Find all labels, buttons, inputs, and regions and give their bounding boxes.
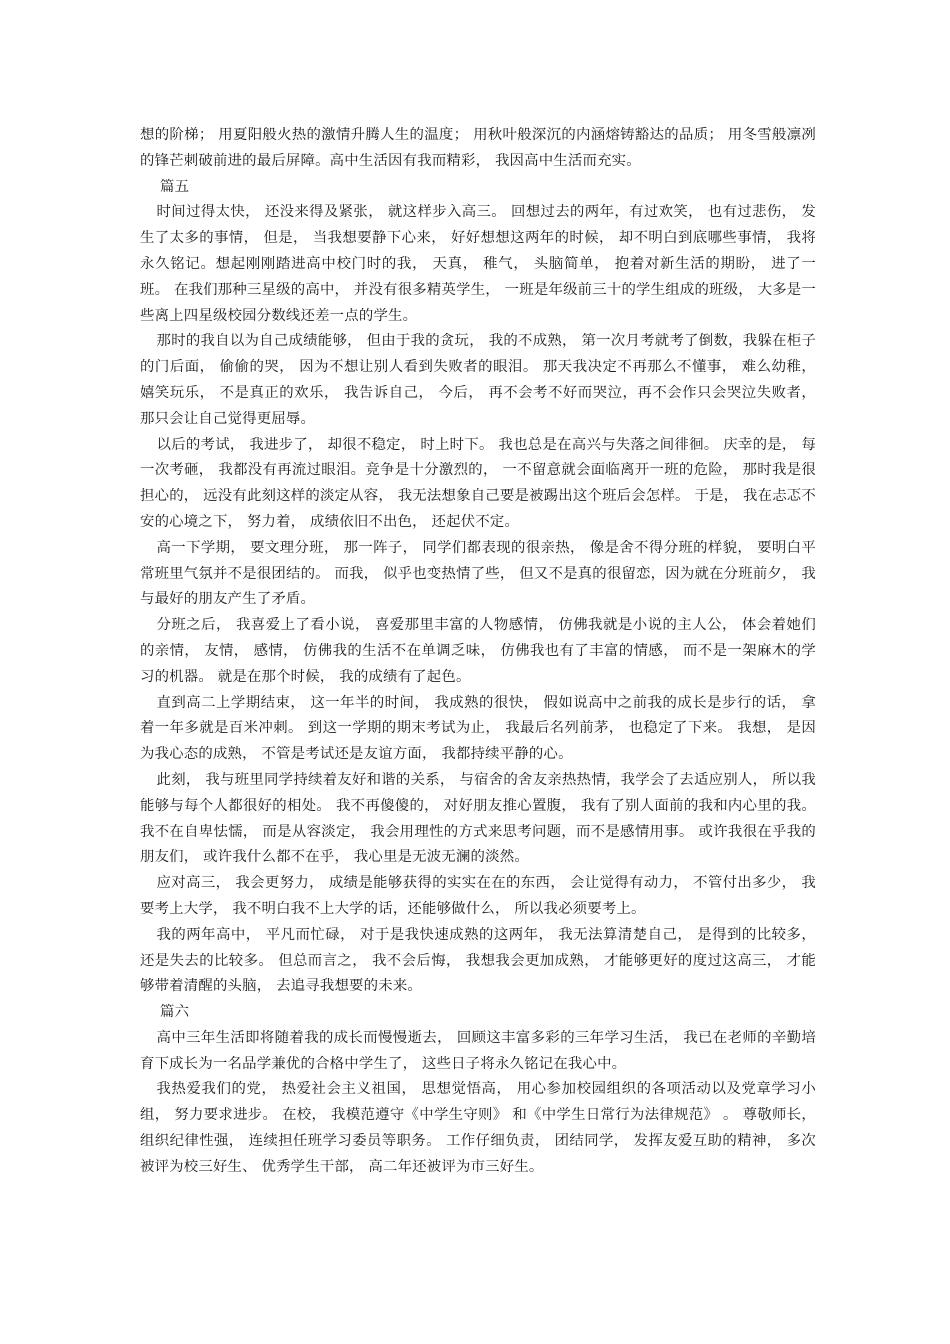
paragraph: 高一下学期， 要文理分班， 那一阵子， 同学们都表现的很亲热， 像是舍不得分班的样貌， 要明白平常班里气氛并不是很团结的。 而我， 似乎也变热情了些， 但又不是真的很留恋，因为就在分班前夕， 我与最好的朋友产生了矛盾。 — [140, 539, 816, 608]
paragraph: 应对高三， 我会更努力， 成绩是能够获得的实实在在的东西， 会让觉得有动力， 不管付出多少， 我要考上大学， 我不明白我不上大学的话，还能够做什么， 所以我必须要考上。 — [140, 875, 816, 917]
paragraph: 那时的我自以为自己成绩能够， 但由于我的贪玩， 我的不成熟， 第一次月考就考了倒数，我躲在柜子的门后面， 偷偷的哭， 因为不想让别人看到失败者的眼泪。 那天我决定不再那么不懂事， 难么幼稚， 嬉笑玩乐， 不是真正的欢乐， 我告诉自己， 今后， 再不会考不好而哭泣，再不会作只会哭泣失败者， 那只会让自己觉得更屈辱。 — [140, 333, 816, 427]
paragraph-intro: 想的阶梯； 用夏阳般火热的激情升腾人生的温度； 用秋叶般深沉的内涵熔铸豁达的品质； 用冬雪般凛冽的锋芒刺破前进的最后屏障。高中生活因有我而精彩， 我因高中生活而充实。 — [140, 127, 816, 169]
paragraph: 我的两年高中， 平凡而忙碌， 对于是我快速成熟的这两年， 我无法算清楚自己， 是得到的比较多， 还是失去的比较多。 但总而言之， 我不会后悔， 我想我会更加成熟， 才能够更好的度过这高三， 才能够带着清醒的头脑， 去追寻我想要的未来。 — [140, 926, 816, 995]
paragraph: 高中三年生活即将随着我的成长而慢慢逝去， 回顾这丰富多彩的三年学习生活， 我已在老师的辛勤培育下成长为一名品学兼优的合格中学生了， 这些日子将永久铭记在我心中。 — [140, 1029, 816, 1072]
paragraph: 以后的考试， 我进步了， 却很不稳定， 时上时下。 我也总是在高兴与失落之间徘徊。 庆幸的是， 每一次考砸， 我都没有再流过眼泪。竞争是十分激烈的， 一不留意就会面临离开一班的危险， 那时我是很担心的， 远没有此刻这样的淡定从容， 我无法想象自己要是被踢出这个班后会怎样。 于是， 我在忐忑不安的心境之下， 努力着， 成绩依旧不出色， 还起伏不定。 — [140, 436, 816, 530]
section-heading-six: 篇六 — [160, 1004, 190, 1021]
paragraph: 分班之后， 我喜爱上了看小说， 喜爱那里丰富的人物感情， 仿佛我就是小说的主人公， 体会着她们的亲情， 友情， 感情， 仿佛我的生活不在单调乏味， 仿佛我也有了丰富的情感， 而不是一架麻木的学习的机器。 就是在那个时候， 我的成绩有了起色。 — [140, 617, 816, 685]
section-heading-five: 篇五 — [160, 178, 190, 195]
document-page — [140, 123, 816, 1181]
paragraph: 我热爱我们的党， 热爱社会主义祖国， 思想觉悟高， 用心参加校园组织的各项活动以及党章学习小组， 努力要求进步。 在校， 我模范遵守《中学生守则》 和《中学生日常行为法律规范》 。 尊敬师长， 组织纪律性强， 连续担任班学习委员等职务。 工作仔细负责， 团结同学， 发挥友爱互助的精神， 多次被评为校三好生、 优秀学生干部， 高二年还被评为市三好生。 — [140, 1081, 816, 1175]
paragraph: 此刻， 我与班里同学持续着友好和谐的关系， 与宿舍的舍友亲热热情，我学会了去适应别人， 所以我能够与每个人都很好的相处。 我不再傻傻的， 对好朋友推心置腹， 我有了别人面前的我和内心里的我。 我不在自卑怯懦， 而是从容淡定， 我会用理性的方式来思考问题，而不是感情用事。 或许我很在乎我的朋友们， 或许我什么都不在乎， 我心里是无波无澜的淡然。 — [140, 771, 816, 866]
paragraph: 直到高二上学期结束， 这一年半的时间， 我成熟的很快， 假如说高中之前我的成长是步行的话， 拿着一年多就是百米冲刺。 到这一学期的期末考试为止， 我最后名列前茅， 也稳定了下来。 我想， 是因为我心态的成熟， 不管是考试还是友谊方面， 我都持续平静的心。 — [140, 694, 816, 763]
paragraph: 时间过得太快， 还没来得及紧张， 就这样步入高三。 回想过去的两年，有过欢笑， 也有过悲伤， 发生了太多的事情， 但是， 当我想要静下心来， 好好想想这两年的时候， 却不明白到底哪些事情， 我将永久铭记。想起刚刚踏进高中校门时的我， 天真， 稚气， 头脑简单， 抱着对新生活的期盼， 进了一班。 在我们那种三星级的高中， 并没有很多精英学生， 一班是年级前三十的学生组成的班级， 大多是一些离上四星级校园分数线还差一点的学生。 — [140, 204, 816, 324]
